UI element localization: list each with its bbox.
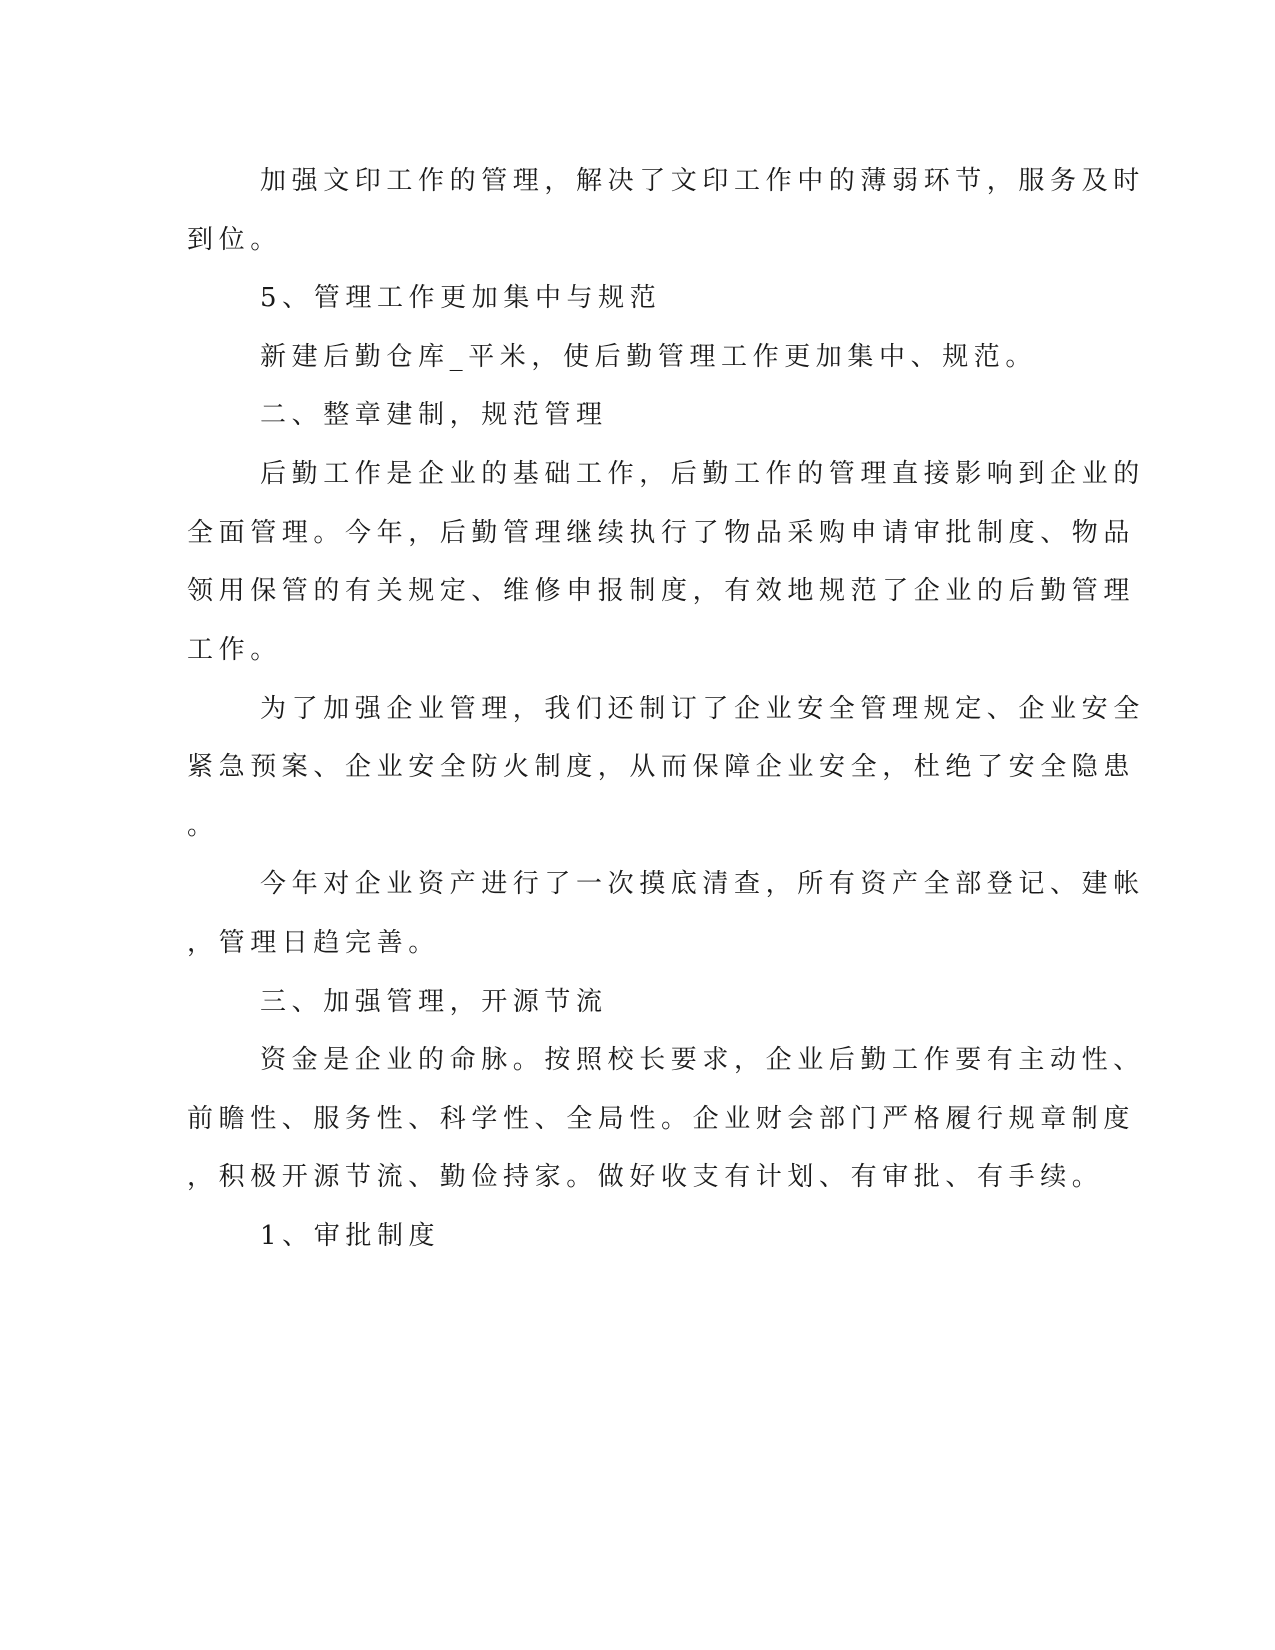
paragraph-line: 后勤工作是企业的基础工作，后勤工作的管理直接影响到企业的	[260, 459, 1145, 489]
paragraph-line: ，积极开源节流、勤俭持家。做好收支有计划、有审批、有手续。	[187, 1162, 1104, 1192]
paragraph-line: 领用保管的有关规定、维修申报制度，有效地规范了企业的后勤管理	[187, 576, 1136, 606]
paragraph-line: 为了加强企业管理，我们还制订了企业安全管理规定、企业安全	[260, 694, 1145, 724]
paragraph-line: ，管理日趋完善。	[187, 928, 440, 958]
section-heading: 三、加强管理，开源节流	[260, 987, 608, 1017]
section-heading: 1、审批制度	[260, 1221, 441, 1251]
paragraph-line: 今年对企业资产进行了一次摸底清查，所有资产全部登记、建帐	[260, 869, 1145, 899]
paragraph-line: 。	[187, 811, 219, 841]
paragraph-line: 资金是企业的命脉。按照校长要求，企业后勤工作要有主动性、	[260, 1045, 1145, 1075]
paragraph-line: 新建后勤仓库_平米，使后勤管理工作更加集中、规范。	[260, 342, 1038, 372]
paragraph-line: 紧急预案、企业安全防火制度，从而保障企业安全，杜绝了安全隐患	[187, 752, 1136, 782]
section-heading: 5、管理工作更加集中与规范	[260, 283, 662, 313]
paragraph-line: 到位。	[187, 225, 282, 255]
paragraph-line: 加强文印工作的管理，解决了文印工作中的薄弱环节，服务及时	[260, 166, 1145, 196]
paragraph-line: 工作。	[187, 635, 282, 665]
section-heading: 二、整章建制，规范管理	[260, 400, 608, 430]
paragraph-line: 前瞻性、服务性、科学性、全局性。企业财会部门严格履行规章制度	[187, 1104, 1136, 1134]
paragraph-line: 全面管理。今年，后勤管理继续执行了物品采购申请审批制度、物品	[187, 518, 1136, 548]
